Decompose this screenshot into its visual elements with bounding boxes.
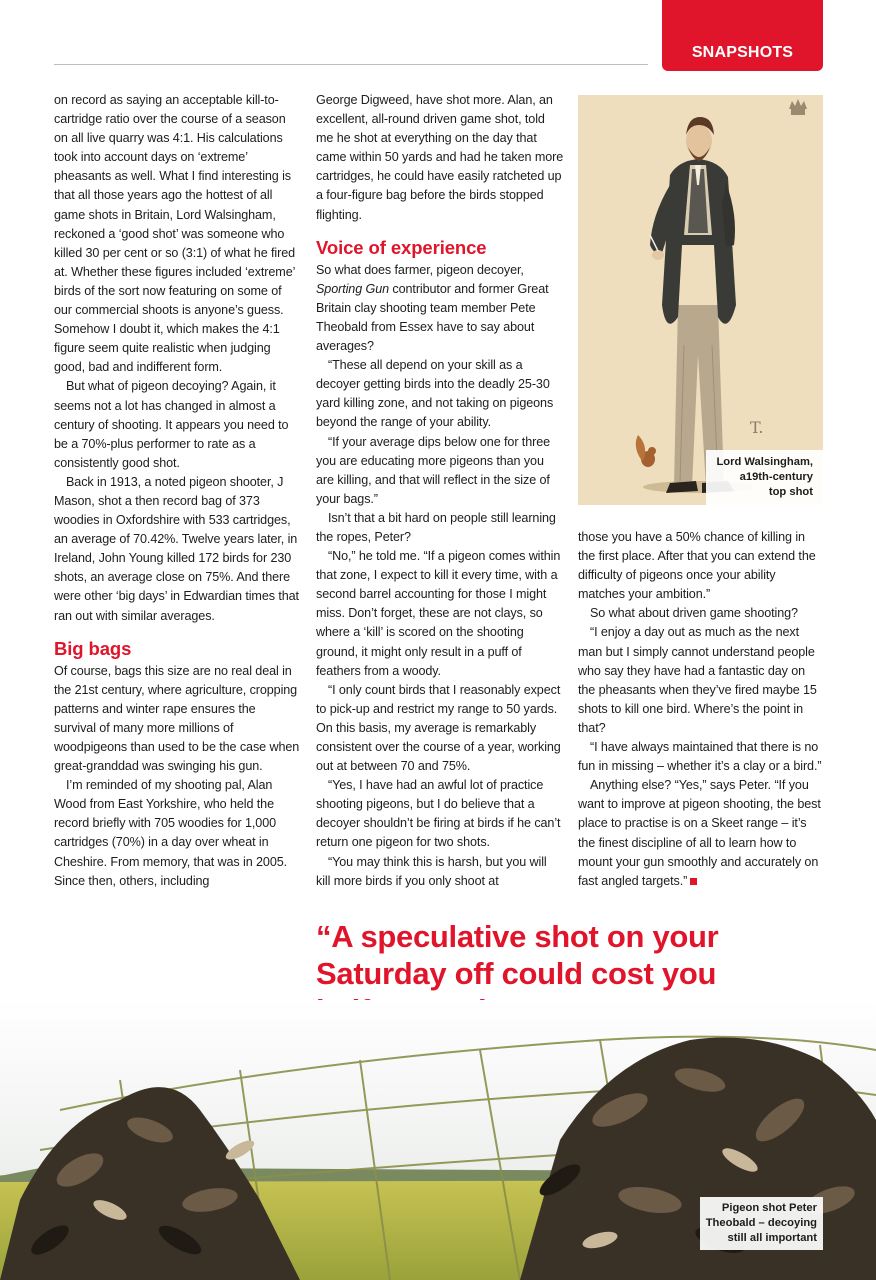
caption-line: top shot <box>768 486 813 498</box>
caption-line: still all important <box>727 1232 817 1244</box>
paragraph: “You may think this is harsh, but you will kill more birds if you only shoot at <box>316 854 547 888</box>
text-run: contributor and former Great Britain clay shooting team member Pete Theobald from Essex have to say about averages? <box>316 281 549 354</box>
paragraph: I’m reminded of my shooting pal, Alan Wood from East Yorkshire, who held the record briefly with 705 woodies for 1,000 cartridges (70%) in a day over wheat in Cheshire. From memory, that was in 2005. Since then, others, including <box>54 778 288 888</box>
paragraph: “I enjoy a day out as much as the next man but I simply cannot understand people who say they have had a fantastic day on the pheasants when they’ve fired maybe 15 shots to kill one bird. Where’s the point in that? <box>578 625 817 735</box>
paragraph: “I have always maintained that there is no fun in missing – whether it’s a clay or a bird.” <box>578 740 822 774</box>
paragraph: those you have a 50% chance of killing in the first place. After that you can extend the difficulty of pigeons once your ability matches your ambition.” <box>578 530 816 602</box>
header-rule <box>54 64 648 65</box>
paragraph: George Digweed, have shot more. Alan, an excellent, all-round driven game shot, told me he shot at everything on the day that came within 50 yards and had he taken more cartridges, he could have easily ratcheted up a four-figure bag before the birds stopped flighting. <box>316 93 564 222</box>
portrait-caption <box>706 450 823 505</box>
paragraph: So what about driven game shooting? <box>590 606 798 621</box>
section-tab <box>662 0 823 71</box>
paragraph: But what of pigeon decoying? Again, it seems not a lot has changed in almost a century of shooting. It appears you need to be a 70%-plus performer to rate as a consistently good shot. <box>54 379 289 470</box>
paragraph: “If your average dips below one for three you are educating more pigeons than you are killing, and that will reflect in the size of your bags.” <box>316 434 551 506</box>
paragraph: “Yes, I have had an awful lot of practice shooting pigeons, but I do believe that a decoyer shouldn’t be firing at birds if he can’t return one pigeon for two shots. <box>316 778 561 850</box>
paragraph: “No,” he told me. “If a pigeon comes within that zone, I expect to kill it every time, with a second barrel accounting for those I might miss. Don’t forget, these are not clays, so where a ‘kill’ is scored on the shooting ground, it might only result in a puff of feathers from a woody. <box>316 549 561 678</box>
end-of-article-mark <box>690 878 697 885</box>
subheading-voice-of-experience: Voice of experience <box>316 236 487 258</box>
text-run: So what does farmer, pigeon decoyer, <box>316 262 524 277</box>
article-column-3 <box>578 528 824 891</box>
paragraph: “I only count birds that I reasonably expect to pick-up and restrict my range to 50 yards. On this basis, my average is remarkably consistent over the course of a year, working out at between 70 and 75%. <box>316 682 561 774</box>
paragraph: “These all depend on your skill as a decoyer getting birds into the deadly 25-30 yard killing zone, and not taking on pigeons beyond the range of your ability. <box>316 358 554 430</box>
paragraph <box>316 261 564 356</box>
paragraph: Of course, bags this size are no real deal in the 21st century, where agriculture, cropping patterns and winter rape ensures the survival of many more millions of woodpigeons than used to be the case when great-granddad was swinging his gun. <box>54 663 300 774</box>
subheading-big-bags: Big bags <box>54 637 132 659</box>
section-label: SNAPSHOTS <box>691 44 794 61</box>
paragraph: Isn’t that a bit hard on people still learning the ropes, Peter? <box>316 510 556 544</box>
caption-line: Theobald – decoying <box>705 1217 817 1229</box>
text-run: Anything else? “Yes,” says Peter. “If you want to improve at pigeon shooting, the best place to practise is on a Skeet range – it’s the finest discipline of all to learn how to mount your gun smoothly and accurately on fast angled targets.” <box>578 778 821 888</box>
magazine-title: Sporting Gun <box>316 281 390 296</box>
caption-line: Lord Walsingham, <box>716 456 813 468</box>
camouflage-net-photo <box>0 1000 876 1280</box>
paragraph: Back in 1913, a noted pigeon shooter, J Mason, shot a then record bag of 373 woodies in Oxfordshire with 533 cartridges, an average of 70.42%. Twelve years later, in Ireland, John Young killed 172 birds for 230 shots, an average close on 75%. And there were other ‘big days’ in Edwardian times that ran out with similar averages. <box>54 474 299 623</box>
paragraph: on record as saying an acceptable kill-to-cartridge ratio over the course of a season on all live quarry was 4:1. His calculations took into account days on ‘extreme’ pheasants as well. What I find interesting is that all those years ago the hottest of all game shots in Britain, Lord Walsingham, reckoned a ‘good shot’ was someone who killed 30 per cent or so (3:1) of what he fired at. Whether these figures included ‘extreme’ birds of the sort now featuring on some of our commercial shoots is anyone’s guess. Somehow I doubt it, which makes the 4:1 figure seem quite realistic when judging good, bad and indifferent form. <box>54 93 296 375</box>
pull-quote-line: Saturday off could cost you <box>316 956 717 991</box>
caption-line: Pigeon shot Peter <box>721 1202 817 1214</box>
portrait-illustration <box>578 95 823 505</box>
photo-caption <box>700 1197 823 1250</box>
paragraph <box>578 776 824 891</box>
article-column-1 <box>54 91 300 891</box>
svg-text:T.: T. <box>750 418 764 437</box>
article-column-2 <box>316 91 564 891</box>
pull-quote-line: “A speculative shot on your <box>316 919 719 954</box>
caption-line: a19th-century <box>739 471 813 483</box>
portrait-drawing <box>578 95 823 505</box>
